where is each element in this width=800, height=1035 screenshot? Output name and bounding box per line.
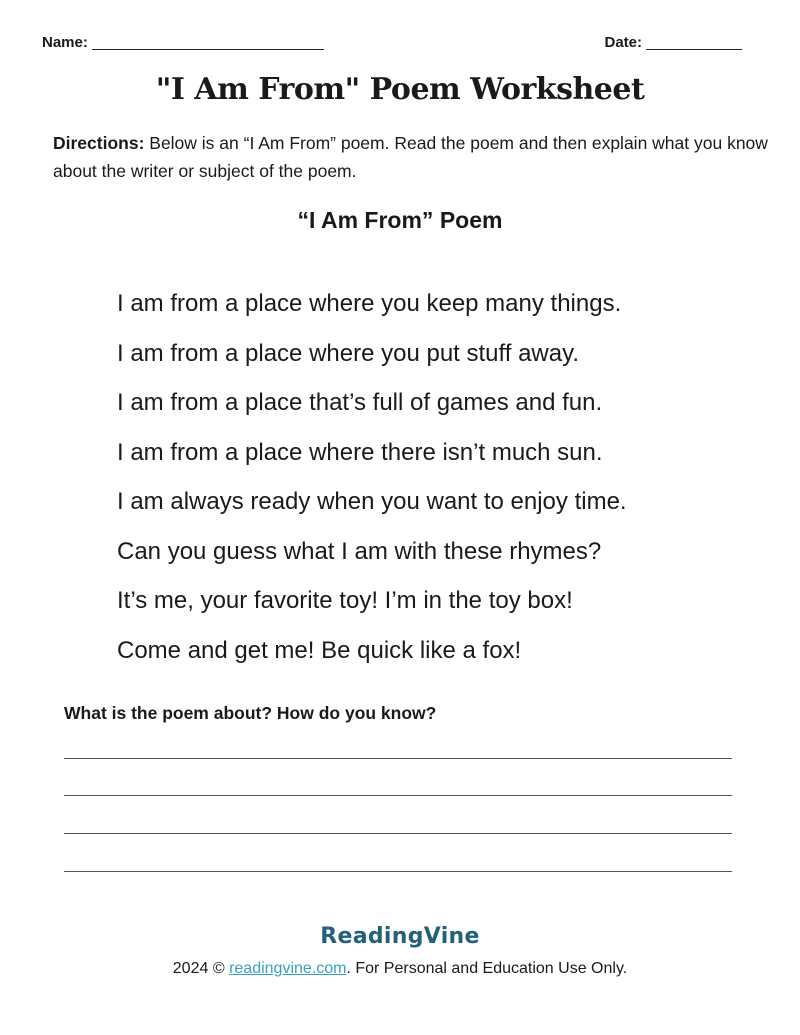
name-blank-line[interactable] [92,35,324,50]
poem-line: It’s me, your favorite toy! I’m in the toy box! [117,587,573,614]
poem-line: Come and get me! Be quick like a fox! [117,636,522,664]
poem-lines [117,284,627,680]
directions-text: Below is an “I Am From” poem. Read the poem and then explain what you know about the writer or subject of the poem. [53,133,768,181]
answer-line[interactable] [64,758,732,759]
date-field [604,34,742,51]
footer-prefix: 2024 © [172,960,230,977]
answer-line[interactable] [64,871,732,872]
directions-label: Directions: [53,133,145,153]
poem-line: I am from a place where you put stuff away. [117,339,579,367]
poem-line: I am from a place that’s full of games and fun. [117,389,603,416]
poem-line: I am from a place where there isn’t much sun. [117,438,603,466]
poem-line: Can you guess what I am with these rhymes? [117,537,602,565]
answer-line[interactable] [64,833,732,834]
directions [53,129,783,185]
footer [0,960,800,978]
poem-line: I am from a place where you keep many things. [117,290,622,317]
answer-line[interactable] [64,795,732,796]
name-field [42,34,324,51]
footer-suffix: . For Personal and Education Use Only. [346,960,628,977]
date-blank-line[interactable] [646,35,742,50]
poem-line: I am always ready when you want to enjoy time. [117,488,627,515]
name-label: Name: [42,34,88,51]
header-fields [42,34,742,51]
readingvine-logo: ReadingVine [320,924,480,949]
poem-heading: “I Am From” Poem [297,207,503,233]
footer-link[interactable]: readingvine.com [229,960,347,977]
date-label: Date: [604,34,642,51]
page-title: "I Am From" Poem Worksheet [155,72,645,107]
question: What is the poem about? How do you know? [64,703,437,723]
